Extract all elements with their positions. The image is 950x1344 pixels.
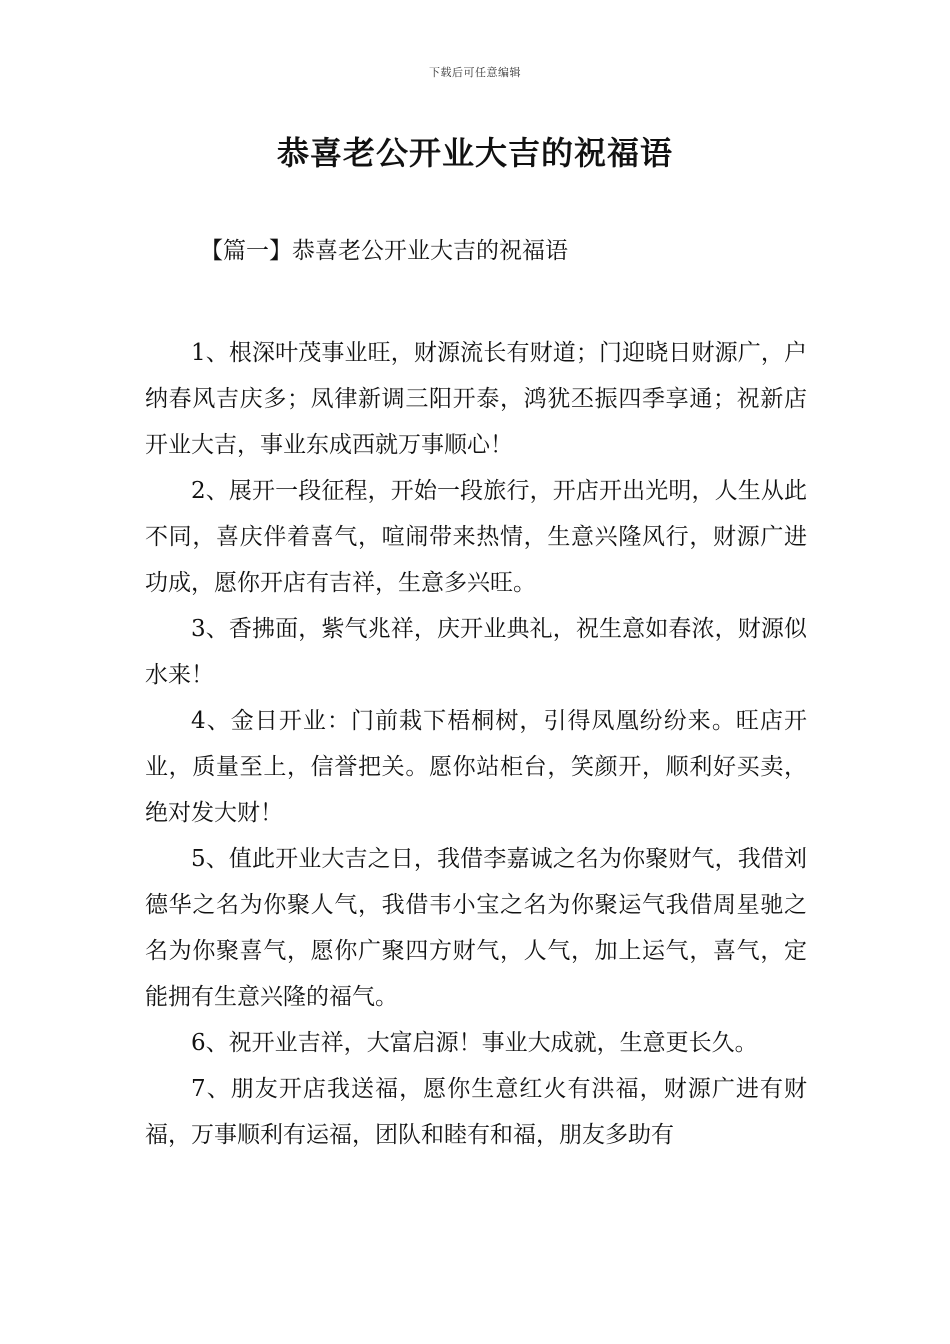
document-title: 恭喜老公开业大吉的祝福语 [276,134,673,172]
paragraph-4: 4、金日开业：门前栽下梧桐树，引得凤凰纷纷来。旺店开业，质量至上，信誉把关。愿你站柜台，笑颜开，顺利好买卖，绝对发大财！ [145,708,807,826]
paragraph-2: 2、展开一段征程，开始一段旅行，开店开出光明，人生从此不同，喜庆伴着喜气，喧闹带来热情，生意兴隆风行，财源广进功成，愿你开店有吉祥，生意多兴旺。 [145,478,807,596]
paragraph-1: 1、根深叶茂事业旺，财源流长有财道；门迎晓日财源广，户纳春风吉庆多；凤律新调三阳开泰，鸿犹丕振四季享通；祝新店开业大吉，事业东成西就万事顺心！ [145,340,807,458]
paragraph-3: 3、香拂面，紫气兆祥，庆开业典礼，祝生意如春浓，财源似水来！ [145,616,807,688]
paragraph-6: 6、祝开业吉祥，大富启源！事业大成就，生意更长久。 [191,1030,758,1056]
paragraph-7: 7、朋友开店我送福，愿你生意红火有洪福，财源广进有财福，万事顺利有运福，团队和睦有和福，朋友多助有 [145,1076,807,1148]
document-body [145,330,807,1158]
section-heading: 【篇一】恭喜老公开业大吉的祝福语 [200,238,568,264]
download-edit-note: 下载后可任意编辑 [429,66,521,79]
paragraph-5: 5、值此开业大吉之日，我借李嘉诚之名为你聚财气，我借刘德华之名为你聚人气，我借韦小宝之名为你聚运气我借周星驰之名为你聚喜气，愿你广聚四方财气，人气，加上运气，喜气，定能拥有生意兴隆的福气。 [145,846,807,1010]
